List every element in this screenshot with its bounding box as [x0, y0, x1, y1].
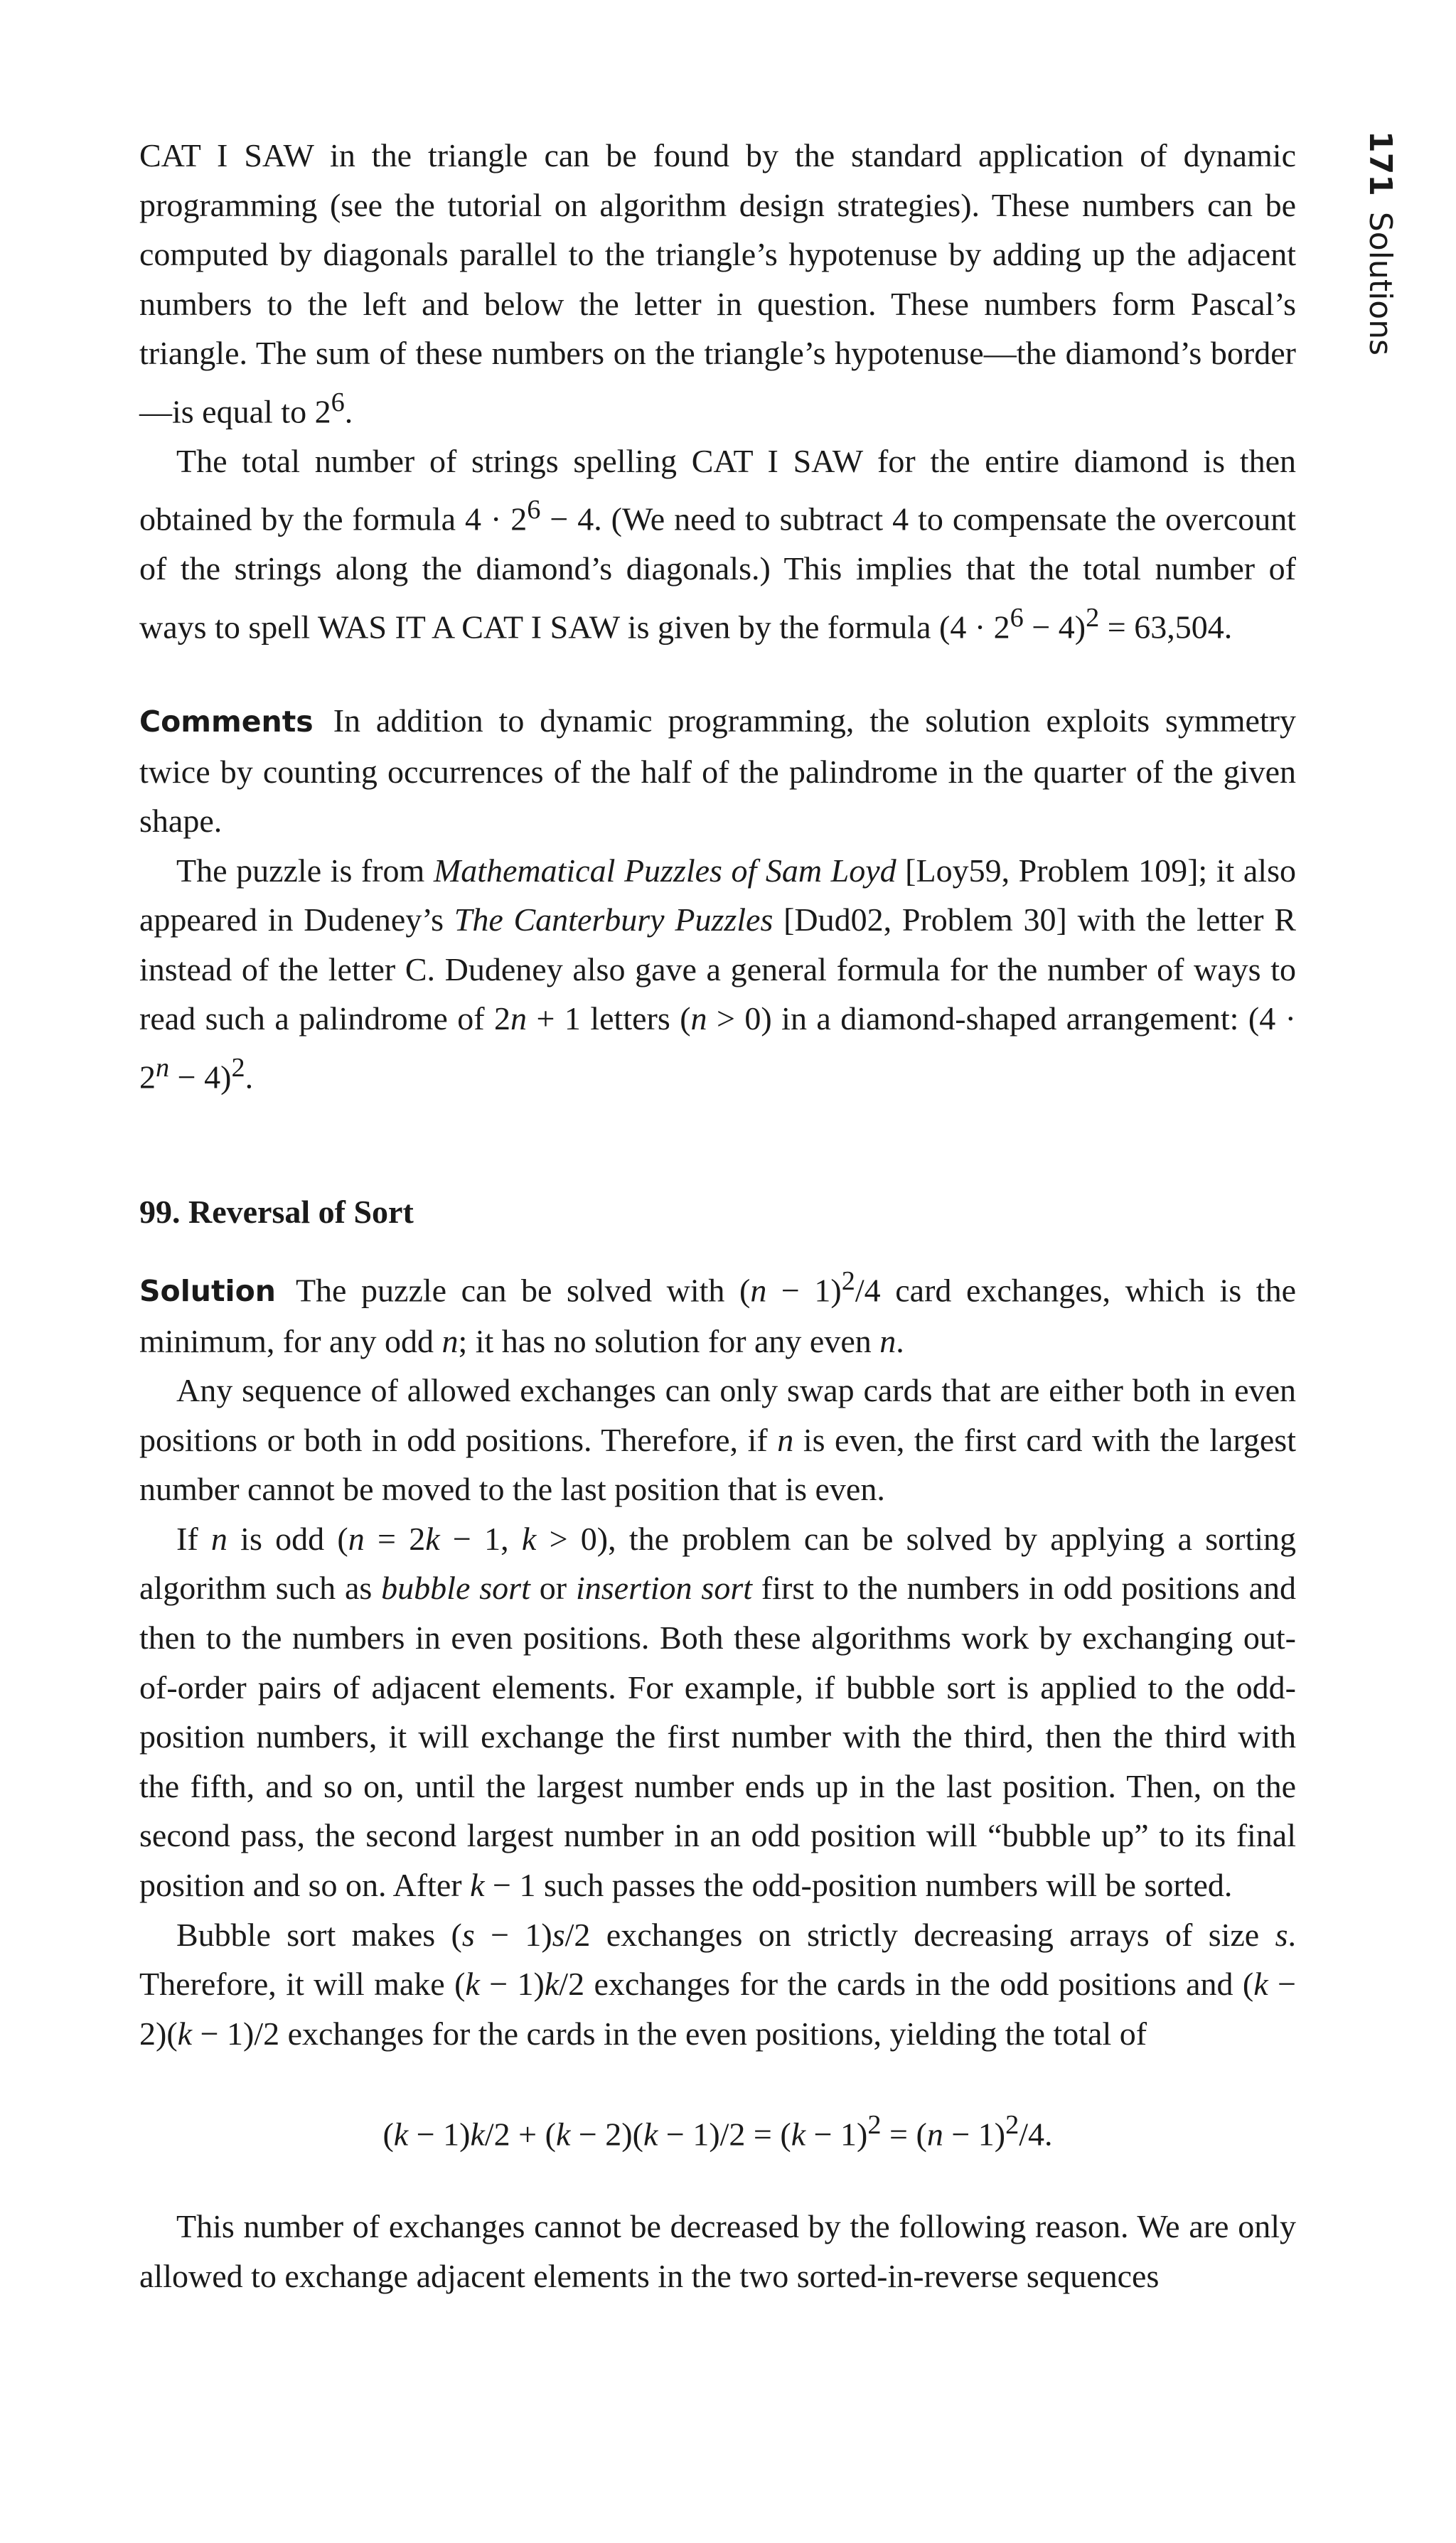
text-run: In addition to dynamic programming, the solution exploits symmetry twice by counting occurrences of the half of the palindrome in the quarter of the given shape. — [139, 702, 1296, 840]
superscript: 2 — [1005, 2110, 1019, 2141]
text-run: − 1) — [474, 1916, 552, 1953]
math-var: n — [348, 1520, 365, 1557]
text-run: > 0), the problem can be solved by applying a sorting algorithm such as — [139, 1520, 1297, 1607]
text-run: − 1)/2 exchanges for the cards in the even positions, yielding the total of — [192, 2015, 1147, 2052]
text-run: This number of exchanges cannot be decreased by the following reason. We are only allowed to exchange adjacent elements in the two sorted-in-reverse sequences — [139, 2208, 1296, 2294]
text-run: or — [530, 1570, 576, 1607]
running-head-section: Solutions — [1362, 211, 1398, 356]
solution-label: Solution — [139, 1273, 276, 1308]
math-var: k — [393, 2116, 409, 2153]
solution-paragraph-2 — [139, 1366, 1296, 1514]
text-run: > 0) in a diamond-shaped arrangement: (4 · 2 — [139, 1000, 1297, 1096]
text-run: = 2 — [364, 1520, 426, 1557]
math-var: k — [1253, 1966, 1268, 2003]
math-var: k — [791, 2116, 806, 2153]
text-run: − 4. (We need to subtract 4 to compensate the overcount of the strings along the diamond’s diagonals.) This implies that the total number of ways to spell WAS IT A CAT I SAW is given by the formula (4 · 2 — [139, 500, 1296, 646]
text-run: The total number of strings spelling CAT I SAW for the entire diamond is then obtained by the formula 4 · 2 — [139, 442, 1296, 537]
comments-label: Comments — [139, 704, 314, 739]
text-run: The puzzle is from — [176, 852, 434, 889]
math-var: k — [643, 2116, 658, 2153]
text-run: − 4) — [169, 1059, 232, 1096]
term: insertion sort — [575, 1570, 753, 1607]
text-run: [Loy59, Problem 109]; it also appeared in Dudeney’s — [139, 852, 1296, 938]
math-var: n — [750, 1271, 767, 1308]
superscript: 6 — [1010, 603, 1024, 633]
comments-paragraph-2 — [139, 846, 1296, 1102]
text-run: /4. — [1019, 2116, 1053, 2153]
comments-paragraph-1 — [139, 696, 1296, 846]
text-run: . — [245, 1059, 254, 1096]
solution-paragraph-5 — [139, 2202, 1296, 2301]
text-run: The puzzle can be solved with ( — [295, 1271, 751, 1308]
text-run: = 63,504. — [1099, 609, 1233, 646]
text-run: − 4) — [1023, 609, 1086, 646]
math-var: n — [210, 1520, 228, 1557]
text-run: − 1, — [439, 1520, 522, 1557]
math-var: s — [552, 1916, 565, 1953]
math-var: k — [555, 2116, 571, 2153]
text-run: Any sequence of allowed exchanges can only swap cards that are either both in even positions or both in odd positions. Therefore, if — [139, 1372, 1296, 1458]
solution-paragraph-3 — [139, 1514, 1296, 1910]
text-run: − 1) — [479, 1966, 545, 2003]
text-run: Bubble sort makes ( — [176, 1916, 462, 1953]
superscript: 2 — [1086, 603, 1100, 633]
superscript: 2 — [841, 1265, 855, 1296]
math-var: n — [441, 1322, 459, 1359]
text-run: . — [896, 1322, 904, 1359]
math-var: n — [777, 1421, 794, 1458]
book-title: Mathematical Puzzles of Sam Loyd — [433, 852, 896, 889]
text-run: . Therefore, it will make ( — [139, 1916, 1297, 2003]
running-head-text — [1354, 131, 1406, 355]
superscript: 6 — [527, 495, 541, 525]
text-run: first to the numbers in odd positions and then to the numbers in even positions. Both these algorithms work by exchanging out-of-order pairs of adjacent elements. For example, if bubble sort is applied to the odd-position numbers, it will exchange the first number with the third, then the third with the fifth, and so on, until the largest number ends up in the last position. Then, on the second pass, the second largest number in an odd position will “bubble up” to its final position and so on. After — [139, 1570, 1296, 1904]
superscript: 2 — [867, 2110, 882, 2141]
text-run: /2 exchanges for the cards in the odd positions and ( — [559, 1966, 1254, 2003]
math-var: s — [461, 1916, 475, 1953]
text-run: If — [176, 1520, 211, 1557]
math-var: k — [425, 1520, 440, 1557]
text-run: ( — [382, 2116, 394, 2153]
math-var: s — [1275, 1916, 1288, 1953]
superscript: 6 — [331, 387, 345, 417]
text-run: /4 card exchanges, which is the minimum, for any odd — [139, 1271, 1296, 1359]
text-run: − 1)/2 = ( — [658, 2116, 791, 2153]
intro-paragraph-1 — [139, 131, 1296, 437]
math-var: k — [470, 1867, 485, 1904]
math-var: n — [690, 1000, 707, 1037]
text-run: − 1) — [408, 2116, 471, 2153]
book-title: The Canterbury Puzzles — [454, 901, 774, 938]
math-var: k — [465, 1966, 480, 2003]
text-run: /2 exchanges on strictly decreasing arrays of size — [564, 1916, 1275, 1953]
text-run: ; it has no solution for any even — [458, 1322, 880, 1359]
text-run: − 2)( — [570, 2116, 643, 2153]
math-var: n — [510, 1000, 528, 1037]
text-run: − 1) — [766, 1271, 842, 1308]
math-var: k — [544, 1966, 560, 2003]
page-number: 171 — [1362, 131, 1398, 196]
text-run: − 1 such passes the odd-position numbers will be sorted. — [484, 1867, 1233, 1904]
intro-paragraph-2 — [139, 437, 1296, 652]
math-var: n — [926, 2116, 943, 2153]
solution-paragraph-4 — [139, 1910, 1296, 2059]
text-run: − 2)( — [139, 1966, 1297, 2052]
text-run: /2 + ( — [484, 2116, 556, 2153]
section-title: 99. Reversal of Sort — [139, 1194, 414, 1230]
solution-paragraph-1 — [139, 1257, 1296, 1366]
math-var: n — [879, 1322, 896, 1359]
body-text — [139, 131, 1296, 2301]
superscript: 2 — [231, 1053, 245, 1083]
text-run: − 1) — [943, 2116, 1006, 2153]
text-run: is odd ( — [227, 1520, 348, 1557]
term: bubble sort — [381, 1570, 530, 1607]
math-var: n — [156, 1053, 170, 1083]
display-equation — [139, 2101, 1296, 2159]
text-run: CAT I SAW in the triangle can be found by the standard application of dynamic programming (see the tutorial on algorithm design strategies). These numbers can be computed by diagonals parallel to the triangle’s hypotenuse by adding up the adjacent numbers to the left and below the letter in question. These numbers form Pascal’s triangle. The sum of these numbers on the triangle’s hypotenuse—the diamond’s border—is equal to 2 — [139, 137, 1296, 430]
math-var: k — [177, 2015, 193, 2052]
math-var: k — [470, 2116, 485, 2153]
text-run: + 1 letters ( — [527, 1000, 691, 1037]
running-head — [1354, 131, 1406, 429]
math-var: k — [521, 1520, 537, 1557]
text-run: . — [344, 393, 353, 430]
text-run: [Dud02, Problem 30] with the letter R instead of the letter C. Dudeney also gave a general formula for the number of ways to read such a palindrome of 2 — [139, 901, 1296, 1037]
text-run: = ( — [881, 2116, 927, 2153]
text-run: is even, the first card with the largest number cannot be moved to the last position that is even. — [139, 1421, 1296, 1508]
text-run: − 1) — [805, 2116, 868, 2153]
